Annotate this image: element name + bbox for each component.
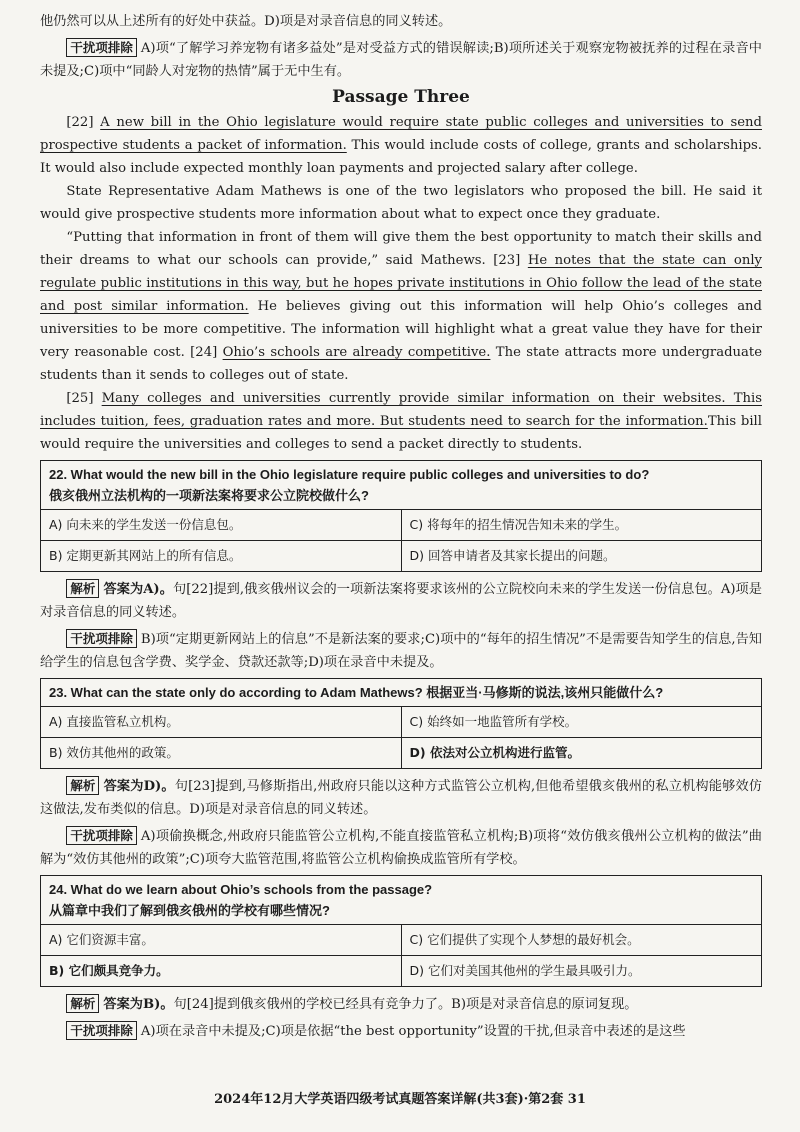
option-d: D) 它们对美国其他州的学生最具吸引力。 [401, 956, 762, 987]
answer-text: 答案为A)。 [103, 582, 173, 597]
paragraph-text: This bill would require the universities and colleges to send a packet directly to students. [40, 414, 762, 452]
passage-paragraph-4 [40, 387, 762, 456]
underlined-sentence: Ohio’s schools are already competitive. [222, 345, 491, 360]
underlined-sentence: A new bill in the Ohio legislature would require state public colleges and universities to send prospective students a packet of information. [40, 115, 762, 153]
option-c: C) 将每年的招生情况告知未来的学生。 [401, 510, 762, 541]
option-c: C) 始终如一地监管所有学校。 [401, 707, 762, 738]
passage-paragraph-3 [40, 226, 762, 387]
sentence-marker: [24] [190, 345, 218, 360]
question-22-table [40, 460, 762, 572]
page-footer: 2024年12月大学英语四级考试真题答案详解(共3套)·第2套 31 [214, 1092, 586, 1107]
question-stem-en: 24. What do we learn about Ohio’s schools from the passage? [49, 882, 433, 897]
paragraph-text: “Putting that information in front of them will give them the best opportunity to match their skills and their dreams to what our schools can provide,” said Mathews. [40, 230, 762, 268]
question-stem [41, 876, 762, 925]
option-b: B) 效仿其他州的政策。 [41, 738, 402, 769]
distractor-text: A)项在录音中未提及;C)项是依据“the best opportunity”设置的干扰,但录音中表述的是这些 [140, 1024, 686, 1039]
option-d: D) 依法对公立机构进行监管。 [401, 738, 762, 769]
answer-text: 答案为D)。 [103, 779, 175, 794]
option-a: A) 它们资源丰富。 [41, 925, 402, 956]
distractor-note [40, 37, 762, 83]
analysis-label: 解析 [66, 579, 99, 598]
question-stem-en: 22. What would the new bill in the Ohio legislature require public colleges and universities to do? [49, 467, 650, 482]
underlined-sentence: Many colleges and universities currently provide similar information on their websites. This includes tuition, fees, graduation rates and more. But students need to search for the information. [40, 391, 762, 429]
question-stem-cn: 俄亥俄州立法机构的一项新法案将要求公立院校做什么? [49, 488, 369, 503]
paragraph-text: The state attracts more undergraduate students than it sends to colleges out of state. [40, 345, 762, 383]
analysis-text: 句[24]提到俄亥俄州的学校已经具有竞争力了。B)项是对录音信息的原词复现。 [173, 997, 638, 1012]
distractor-label: 干扰项排除 [66, 826, 137, 845]
question-23-table [40, 678, 762, 769]
distractor-label: 干扰项排除 [66, 629, 137, 648]
analysis-24 [40, 993, 762, 1016]
passage-title: Passage Three [332, 87, 470, 107]
distractor-text: B)项“定期更新网站上的信息”不是新法案的要求;C)项中的“每年的招生情况”不是需要告知学生的信息,告知给学生的信息包含学费、奖学金、贷款还款等;D)项在录音中未提及。 [40, 632, 762, 670]
distractor-text: A)项偷换概念,州政府只能监管公立机构,不能直接监管私立机构;B)项将“效仿俄亥俄州公立机构的做法”曲解为“效仿其他州的政策”;C)项夸大监管范围,将监管公立机构偷换成监管所有学校。 [40, 829, 762, 867]
option-c: C) 它们提供了实现个人梦想的最好机会。 [401, 925, 762, 956]
option-b: B) 定期更新其网站上的所有信息。 [41, 541, 402, 572]
sentence-marker: [25] [66, 391, 94, 406]
distractor-text: A)项“了解学习养宠物有诸多益处”是对受益方式的错误解读;B)项所述关于观察宠物被抚养的过程在录音中未提及;C)项中“同龄人对宠物的热情”属于无中生有。 [40, 41, 762, 79]
analysis-label: 解析 [66, 994, 99, 1013]
question-24-table [40, 875, 762, 987]
distractor-22 [40, 628, 762, 674]
answer-text: 答案为B)。 [103, 997, 174, 1012]
underlined-sentence: He notes that the state can only regulate public institutions in this way, but he hopes private institutions in Ohio follow the lead of the state and post similar information. [40, 253, 762, 314]
analysis-text: 句[22]提到,俄亥俄州议会的一项新法案将要求该州的公立院校向未来的学生发送一份信息包。A)项是对录音信息的同义转述。 [40, 582, 762, 620]
passage-paragraph-1 [40, 111, 762, 180]
analysis-text: 句[23]提到,马修斯指出,州政府只能以这种方式监管公立机构,但他希望俄亥俄州的私立机构能够效仿这做法,发布类似的信息。D)项是对录音信息的同义转述。 [40, 779, 762, 817]
option-d: D) 回答申请者及其家长提出的问题。 [401, 541, 762, 572]
page [40, 0, 762, 1043]
option-a: A) 直接监管私立机构。 [41, 707, 402, 738]
continuation-text: 他仍然可以从上述所有的好处中获益。D)项是对录音信息的同义转述。 [40, 14, 452, 29]
analysis-label: 解析 [66, 776, 99, 795]
analysis-22 [40, 578, 762, 624]
distractor-label: 干扰项排除 [66, 1021, 137, 1040]
distractor-23 [40, 825, 762, 871]
passage-paragraph-2: State Representative Adam Mathews is one of the two legislators who proposed the bill. He said it would give prospective students more information about what to expect once they graduate. [40, 184, 762, 222]
distractor-24 [40, 1020, 762, 1043]
question-stem: 23. What can the state only do according to Adam Mathews? 根据亚当·马修斯的说法,该州只能做什么? [41, 679, 762, 707]
sentence-marker: [22] [66, 115, 94, 130]
sentence-marker: [23] [493, 253, 521, 268]
option-b: B) 它们颇具竞争力。 [41, 956, 402, 987]
question-stem-cn: 从篇章中我们了解到俄亥俄州的学校有哪些情况? [49, 903, 330, 918]
paragraph-text: This would include costs of college, grants and scholarships. It would also include expected monthly loan payments and projected salary after college. [40, 138, 762, 176]
option-a: A) 向未来的学生发送一份信息包。 [41, 510, 402, 541]
paragraph-text: He believes giving out this information will help Ohio’s colleges and universities to be more competitive. The information will highlight what a great value they have for their very reasonable cost. [40, 299, 762, 360]
distractor-label: 干扰项排除 [66, 38, 137, 57]
question-stem [41, 461, 762, 510]
analysis-23 [40, 775, 762, 821]
